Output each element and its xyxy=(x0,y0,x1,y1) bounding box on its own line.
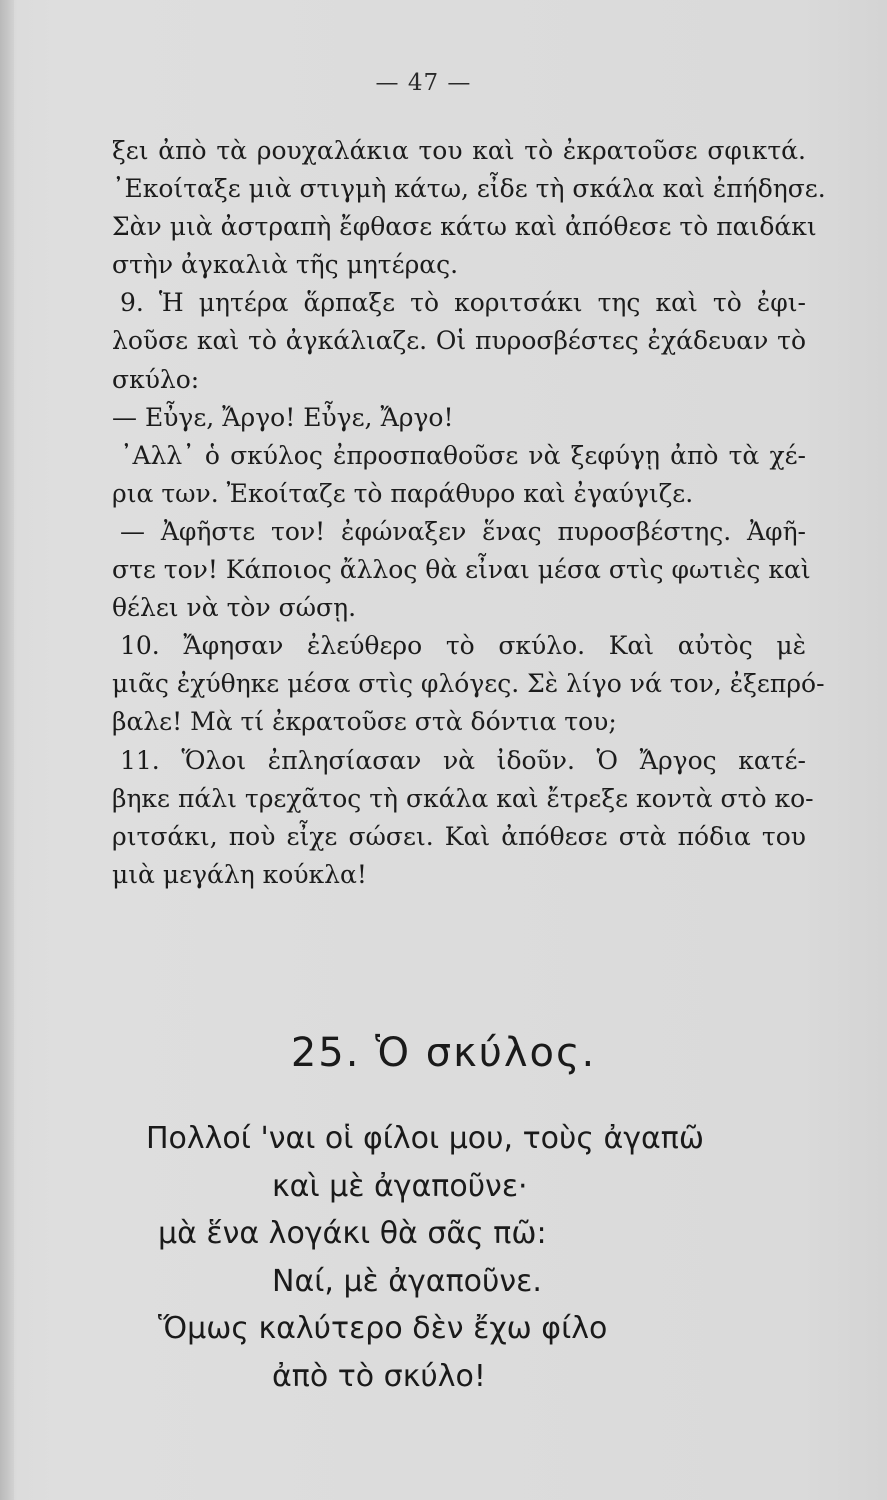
story-text xyxy=(112,132,826,894)
text-line: μιὰ μεγάλη κούκλα! xyxy=(112,859,367,889)
text-line: ξει ἀπὸ τὰ ρουχαλάκια του καὶ τὸ ἐκρατοῦσε σφικτά. xyxy=(112,136,806,165)
text-line: 11. Ὅλοι ἐπλησίασαν νὰ ἰδοῦν. Ὁ Ἄργος κατέ- xyxy=(120,745,806,775)
text-line: σκύλο: xyxy=(112,364,200,394)
poem-line: Ὅμως καλύτερο δὲν ἔχω φίλο xyxy=(158,1311,608,1346)
text-line: στὴν ἀγκαλιὰ τῆς μητέρας. xyxy=(112,250,459,280)
text-line: μιᾶς ἐχύθηκε μέσα στὶς φλόγες. Σὲ λίγο νά τον, ἐξεπρό- xyxy=(112,669,825,699)
poem-line: μὰ ἕνα λογάκι θὰ σᾶς πῶ: xyxy=(158,1216,547,1251)
text-line: ᾿Εκοίταξε μιὰ στιγμὴ κάτω, εἶδε τὴ σκάλα καὶ ἐπήδησε. xyxy=(112,174,826,204)
poem-title: 25. Ὁ σκύλος. xyxy=(290,1030,597,1076)
text-line: ᾿Αλλ᾿ ὁ σκύλος ἐπροσπαθοῦσε νὰ ξεφύγῃ ἀπὸ τὰ χέ- xyxy=(120,440,806,470)
text-line: θέλει νὰ τὸν σώσῃ. xyxy=(112,593,357,623)
text-line: Σὰν μιὰ ἀστραπὴ ἔφθασε κάτω καὶ ἀπόθεσε τὸ παιδάκι xyxy=(112,212,817,242)
text-line: 9. Ἡ μητέρα ἅρπαξε τὸ κοριτσάκι της καὶ τὸ ἐφι- xyxy=(120,288,806,318)
poem-line: Πολλοί 'ναι οἱ φίλοι μου, τοὺς ἀγαπῶ xyxy=(146,1121,704,1156)
text-line: — Εὖγε, Ἄργο! Εὖγε, Ἄργο! xyxy=(112,402,454,432)
poem-line: καὶ μὲ ἀγαποῦνε· xyxy=(272,1168,528,1204)
poem-line: Ναί, μὲ ἀγαποῦνε. xyxy=(272,1263,542,1299)
page-number: — 47 — xyxy=(375,70,472,96)
text-line: στε τον! Κάποιος ἄλλος θὰ εἶναι μέσα στὶς φωτιὲς καὶ xyxy=(112,555,811,585)
text-line: βαλε! Μὰ τί ἐκρατοῦσε στὰ δόντια του; xyxy=(112,707,617,737)
text-line: 10. Ἄφησαν ἐλεύθερο τὸ σκύλο. Καὶ αὐτὸς μὲ xyxy=(120,631,806,661)
text-line: ριτσάκι, ποὺ εἶχε σώσει. Καὶ ἀπόθεσε στὰ πόδια του xyxy=(112,821,806,851)
poem-line: ἀπὸ τὸ σκύλο! xyxy=(272,1358,486,1394)
text-line: — Ἀφῆστε τον! ἐφώναξεν ἕνας πυροσβέστης. Ἀφῆ- xyxy=(120,516,806,546)
poem-text xyxy=(0,1115,887,1400)
text-line: ρια των. Ἐκοίταζε τὸ παράθυρο καὶ ἐγαύγιζε. xyxy=(112,478,694,508)
text-line: βηκε πάλι τρεχᾶτος τὴ σκάλα καὶ ἔτρεξε κοντὰ στὸ κο- xyxy=(112,783,814,813)
text-line: λοῦσε καὶ τὸ ἀγκάλιαζε. Οἱ πυροσβέστες ἐχάδευαν τὸ xyxy=(112,326,806,356)
